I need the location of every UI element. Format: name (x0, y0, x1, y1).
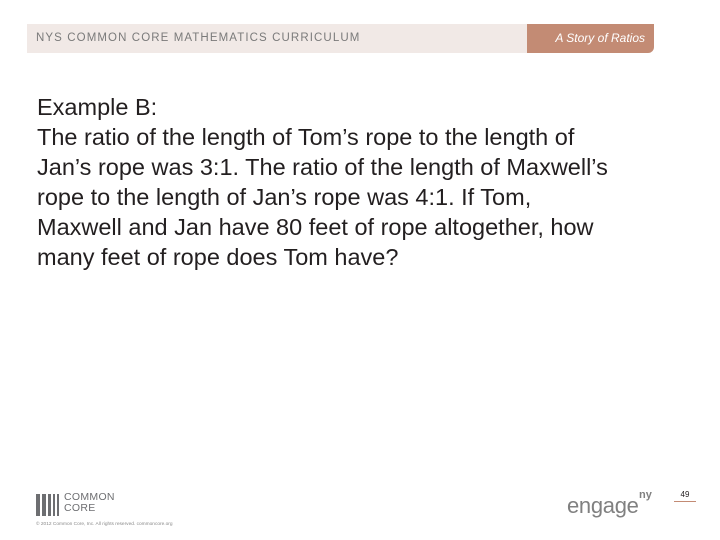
example-line: many feet of rope does Tom have? (37, 244, 399, 270)
example-line: Maxwell and Jan have 80 feet of rope altogether, how (37, 214, 594, 240)
engage-wordmark: engage (567, 493, 639, 518)
common-core-wordmark: COMMON CORE (64, 491, 115, 514)
module-title-tab (527, 24, 654, 53)
curriculum-title: NYS COMMON CORE MATHEMATICS CURRICULUM (36, 32, 361, 44)
module-title: A Story of Ratios (555, 31, 645, 45)
example-text (37, 92, 697, 272)
common-core-logo (36, 492, 136, 516)
engageny-logo (567, 489, 667, 519)
example-line: rope to the length of Jan’s rope was 4:1. If Tom, (37, 184, 532, 210)
example-heading: Example B: (37, 94, 158, 120)
copyright-text: © 2012 Common Core, Inc. All rights reserved. commoncore.org (36, 522, 173, 527)
example-line: The ratio of the length of Tom’s rope to the length of (37, 124, 575, 150)
header-bar (27, 24, 654, 53)
common-core-bars-icon (36, 494, 60, 516)
example-line: Jan’s rope was 3:1. The ratio of the length of Maxwell’s (37, 154, 608, 180)
ny-superscript: ny (639, 489, 652, 501)
page-number: 49 (674, 490, 696, 502)
